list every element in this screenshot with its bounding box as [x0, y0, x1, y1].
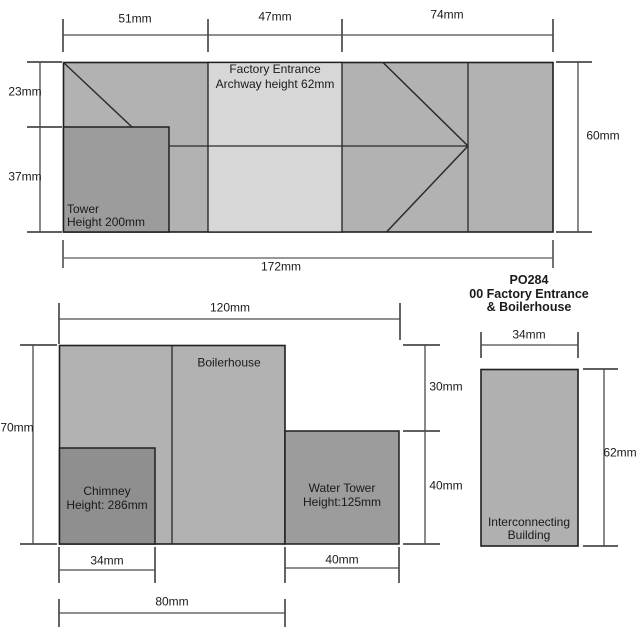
chimney-label	[66, 484, 147, 512]
dim-label-34mm-chimney: 34mm	[90, 553, 124, 568]
dim-label-51mm: 51mm	[118, 11, 152, 26]
dim-label-70mm: 70mm	[0, 420, 34, 435]
dim-label-74mm: 74mm	[430, 7, 464, 22]
dim-right-30-40	[403, 345, 440, 544]
tower-label-line2: Height 200mm	[67, 215, 146, 229]
water-tower-label	[303, 481, 381, 509]
dim-bottom-172	[63, 240, 553, 268]
dim-label-23mm: 23mm	[8, 84, 42, 99]
dim-right-60	[556, 62, 592, 232]
water-tower-label-line2: Height:125mm	[302, 495, 382, 509]
product-title	[469, 274, 589, 315]
entrance-label	[216, 62, 335, 92]
boilerhouse-building	[60, 346, 400, 545]
dim-label-120mm: 120mm	[209, 300, 251, 315]
water-tower-label-line1: Water Tower	[308, 481, 376, 495]
dim-label-40mm-bottom: 40mm	[325, 552, 359, 567]
dim-label-40mm-right: 40mm	[429, 478, 463, 493]
entrance-label-line2: Archway height 62mm	[215, 77, 335, 91]
product-title-line2: 00 Factory Entrance	[469, 286, 589, 301]
dim-label-34mm-inter: 34mm	[512, 327, 546, 342]
dim-label-30mm: 30mm	[429, 379, 463, 394]
product-code: PO284	[509, 272, 549, 287]
tower-label-line1: Tower	[67, 202, 100, 216]
dim-70	[20, 345, 57, 544]
entrance-label-line1: Factory Entrance	[229, 62, 321, 76]
dim-label-60mm: 60mm	[586, 128, 620, 143]
interconnecting-label-line2: Building	[507, 528, 551, 542]
boilerhouse-label: Boilerhouse	[197, 355, 261, 370]
dim-label-47mm: 47mm	[258, 9, 292, 24]
dim-label-172mm: 172mm	[260, 259, 302, 274]
chimney-label-line1: Chimney	[83, 484, 131, 498]
interconnecting-label-line1: Interconnecting	[487, 515, 571, 529]
dim-label-37mm: 37mm	[8, 169, 42, 184]
dim-label-80mm: 80mm	[155, 594, 189, 609]
dim-label-62mm: 62mm	[603, 445, 637, 460]
interconnecting-label	[488, 516, 570, 542]
chimney-label-line2: Height: 286mm	[66, 498, 148, 512]
tower-label	[67, 203, 145, 229]
product-title-line3: & Boilerhouse	[486, 299, 572, 314]
